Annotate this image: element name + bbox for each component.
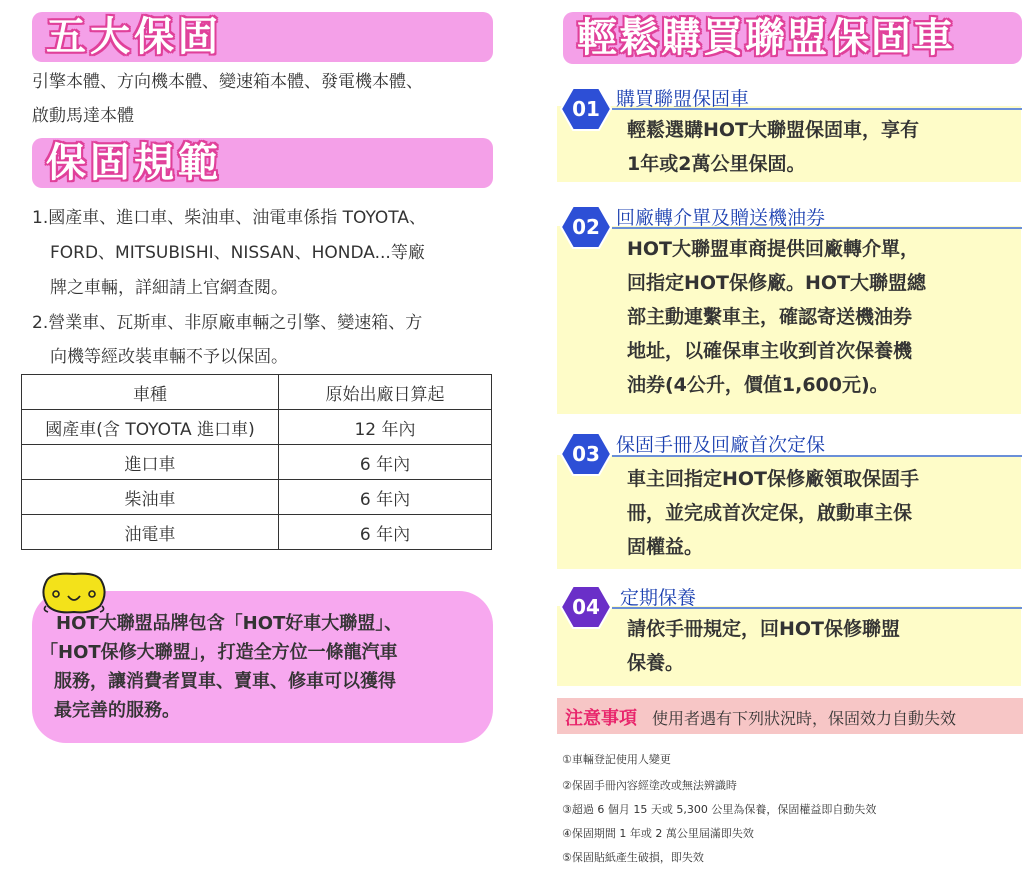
table-cell: 油電車 bbox=[22, 515, 279, 550]
five-warranties-text-1: 引擎本體、方向機本體、變速箱本體、發電機本體、 bbox=[32, 72, 423, 92]
five-warranties-title: 五大保固 bbox=[46, 14, 222, 60]
step-03-line: 固權益。 bbox=[627, 536, 704, 558]
brand-info-text bbox=[40, 609, 492, 725]
step-03-line: 車主回指定HOT保修廠領取保固手 bbox=[627, 468, 920, 490]
rule1-line2: FORD、MITSUBISHI、NISSAN、HONDA...等廠 bbox=[50, 243, 425, 263]
table-row bbox=[22, 515, 492, 550]
notice-item: ⑤保固貼紙產生破損，即失效 bbox=[562, 851, 704, 864]
table-cell: 6 年內 bbox=[279, 445, 492, 480]
brand-info-line2: 「HOT保修大聯盟」，打造全方位一條龍汽車 bbox=[40, 642, 398, 663]
notice-description: 使用者遇有下列狀況時，保固效力自動失效 bbox=[652, 709, 957, 728]
brand-info-line3: 服務，讓消費者買車、賣車、修車可以獲得 bbox=[54, 671, 396, 692]
table-row bbox=[22, 480, 492, 515]
step-02-line: HOT大聯盟車商提供回廠轉介單， bbox=[627, 238, 920, 260]
warranty-rules-header bbox=[32, 138, 493, 188]
table-cell: 12 年內 bbox=[279, 410, 492, 445]
warranty-period-table bbox=[21, 374, 492, 550]
table-cell: 6 年內 bbox=[279, 480, 492, 515]
rule2-line1: 2.營業車、瓦斯車、非原廠車輛之引擎、變速箱、方 bbox=[32, 313, 423, 333]
step-04-title: 定期保養 bbox=[620, 587, 697, 609]
step-04-number: 04 bbox=[572, 595, 600, 619]
rule2-line2: 向機等經改裝車輛不予以保固。 bbox=[50, 347, 288, 367]
brand-info-line4: 最完善的服務。 bbox=[54, 700, 180, 721]
step-01-line: 輕鬆選購HOT大聯盟保固車，享有 bbox=[627, 119, 920, 141]
step-01-number: 01 bbox=[572, 97, 600, 121]
step-03-title: 保固手冊及回廠首次定保 bbox=[616, 434, 826, 456]
step-02-line: 油券(4公升，價值1,600元)。 bbox=[627, 374, 889, 396]
notice-item: ②保固手冊內容經塗改或無法辨識時 bbox=[562, 779, 737, 792]
table-header-row bbox=[22, 375, 492, 410]
step-02-title: 回廠轉介單及贈送機油券 bbox=[616, 207, 826, 229]
five-warranties-header bbox=[32, 12, 493, 62]
table-cell: 柴油車 bbox=[22, 480, 279, 515]
rule1-line3: 牌之車輛，詳細請上官網查閱。 bbox=[50, 278, 288, 298]
step-02-line: 回指定HOT保修廠。HOT大聯盟總 bbox=[627, 272, 927, 294]
easy-buy-header bbox=[563, 12, 1022, 64]
step-02-body bbox=[627, 232, 926, 402]
brand-info-line1: HOT大聯盟品牌包含「HOT好車大聯盟」、 bbox=[56, 613, 403, 634]
five-warranties-text-2: 啟動馬達本體 bbox=[32, 106, 134, 126]
warranty-rules-title: 保固規範 bbox=[46, 140, 222, 186]
notice-title: 注意事項 bbox=[565, 708, 637, 729]
step-02-number: 02 bbox=[572, 215, 600, 239]
mascot-icon bbox=[40, 572, 108, 616]
notice-item: ①車輛登記使用人變更 bbox=[562, 753, 671, 766]
notice-item: ③超過 6 個月 15 天或 5,300 公里為保養，保固權益即自動失效 bbox=[562, 803, 877, 816]
easy-buy-title: 輕鬆購買聯盟保固車 bbox=[577, 15, 955, 61]
step-01-body bbox=[627, 113, 919, 181]
table-row bbox=[22, 445, 492, 480]
table-cell: 6 年內 bbox=[279, 515, 492, 550]
step-03-body bbox=[627, 462, 919, 564]
table-header-cell: 車種 bbox=[22, 375, 279, 410]
table-cell: 國產車(含 TOYOTA 進口車) bbox=[22, 410, 279, 445]
table-header-cell: 原始出廠日算起 bbox=[279, 375, 492, 410]
table-row bbox=[22, 410, 492, 445]
step-01-title: 購買聯盟保固車 bbox=[616, 88, 750, 110]
step-03-number: 03 bbox=[572, 442, 600, 466]
step-02-line: 部主動連繫車主，確認寄送機油券 bbox=[627, 306, 913, 328]
step-04-body bbox=[627, 612, 900, 680]
table-cell: 進口車 bbox=[22, 445, 279, 480]
step-02-line: 地址，以確保車主收到首次保養機 bbox=[627, 340, 913, 362]
step-04-line: 保養。 bbox=[627, 652, 685, 674]
rule1-line1: 1.國產車、進口車、柴油車、油電車係指 TOYOTA、 bbox=[32, 208, 426, 228]
step-03-line: 冊，並完成首次定保，啟動車主保 bbox=[627, 502, 913, 524]
notice-item: ④保固期間 1 年或 2 萬公里屆滿即失效 bbox=[562, 827, 754, 840]
step-04-line: 請依手冊規定，回HOT保修聯盟 bbox=[627, 618, 901, 640]
step-01-line: 1年或2萬公里保固。 bbox=[627, 153, 806, 175]
